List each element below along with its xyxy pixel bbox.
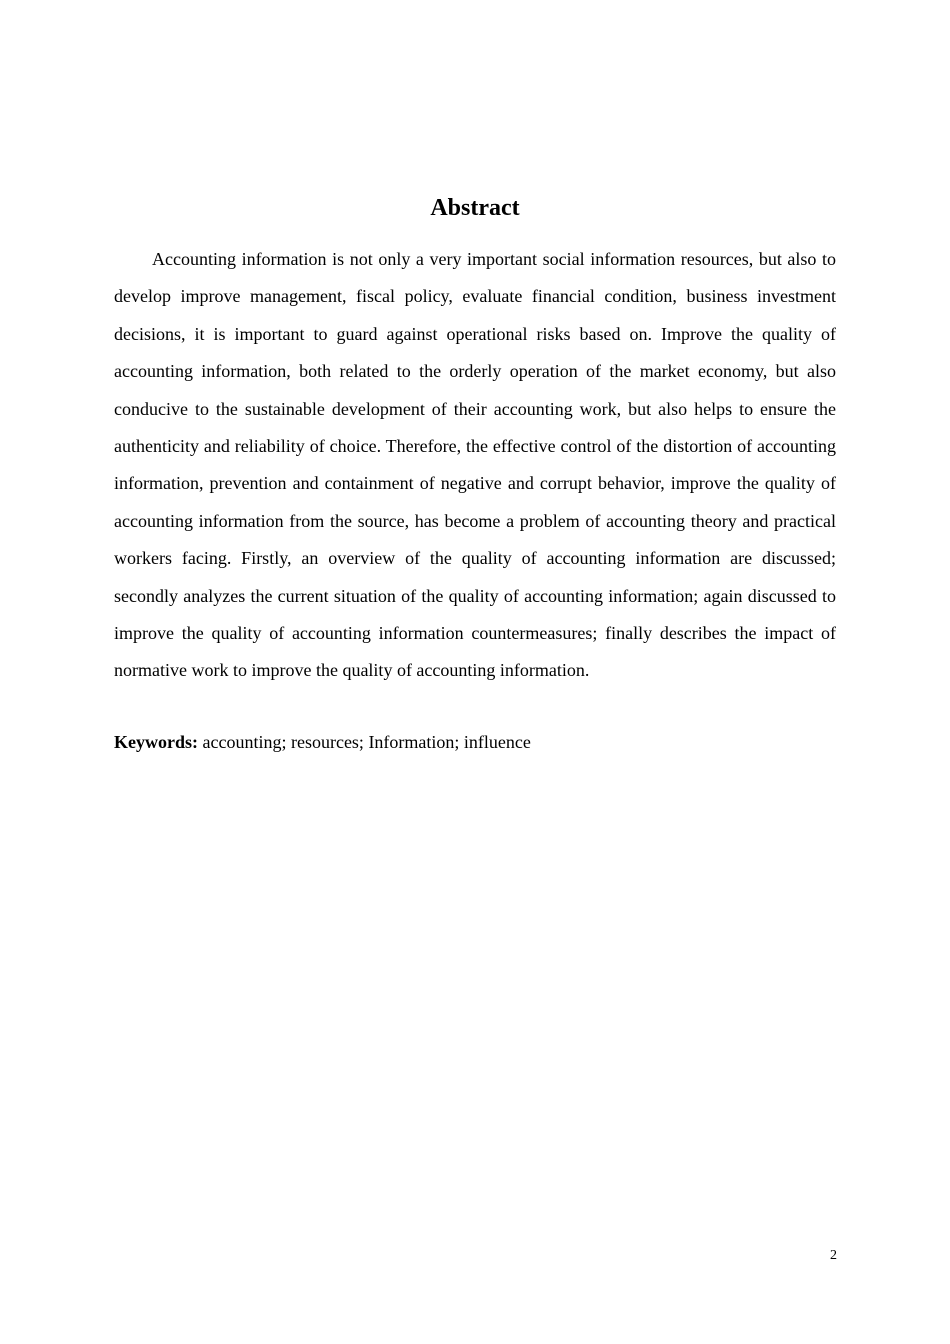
abstract-title: Abstract [430, 195, 520, 221]
page-number: 2 [830, 1248, 837, 1263]
keywords-label: Keywords: [114, 732, 198, 752]
keywords-text: accounting; resources; Information; influence [198, 732, 531, 752]
abstract-body: Accounting information is not only a very important social information resources, but also to develop improve management, fiscal policy, evaluate financial condition, business investment decisions, it is important to guard against operational risks based on. Improve the quality of accounting information, both related to the orderly operation of the market economy, but also conducive to the sustainable development of their accounting work, but also helps to ensure the authenticity and reliability of choice. Therefore, the effective control of the distortion of accounting information, prevention and containment of negative and corrupt behavior, improve the quality of accounting information from the source, has become a problem of accounting theory and practical workers facing. Firstly, an overview of the quality of accounting information are discussed; secondly analyzes the current situation of the quality of accounting information; again discussed to improve the quality of accounting information countermeasures; finally describes the impact of normative work to improve the quality of accounting information. [114, 249, 836, 681]
keywords-line [114, 728, 836, 756]
